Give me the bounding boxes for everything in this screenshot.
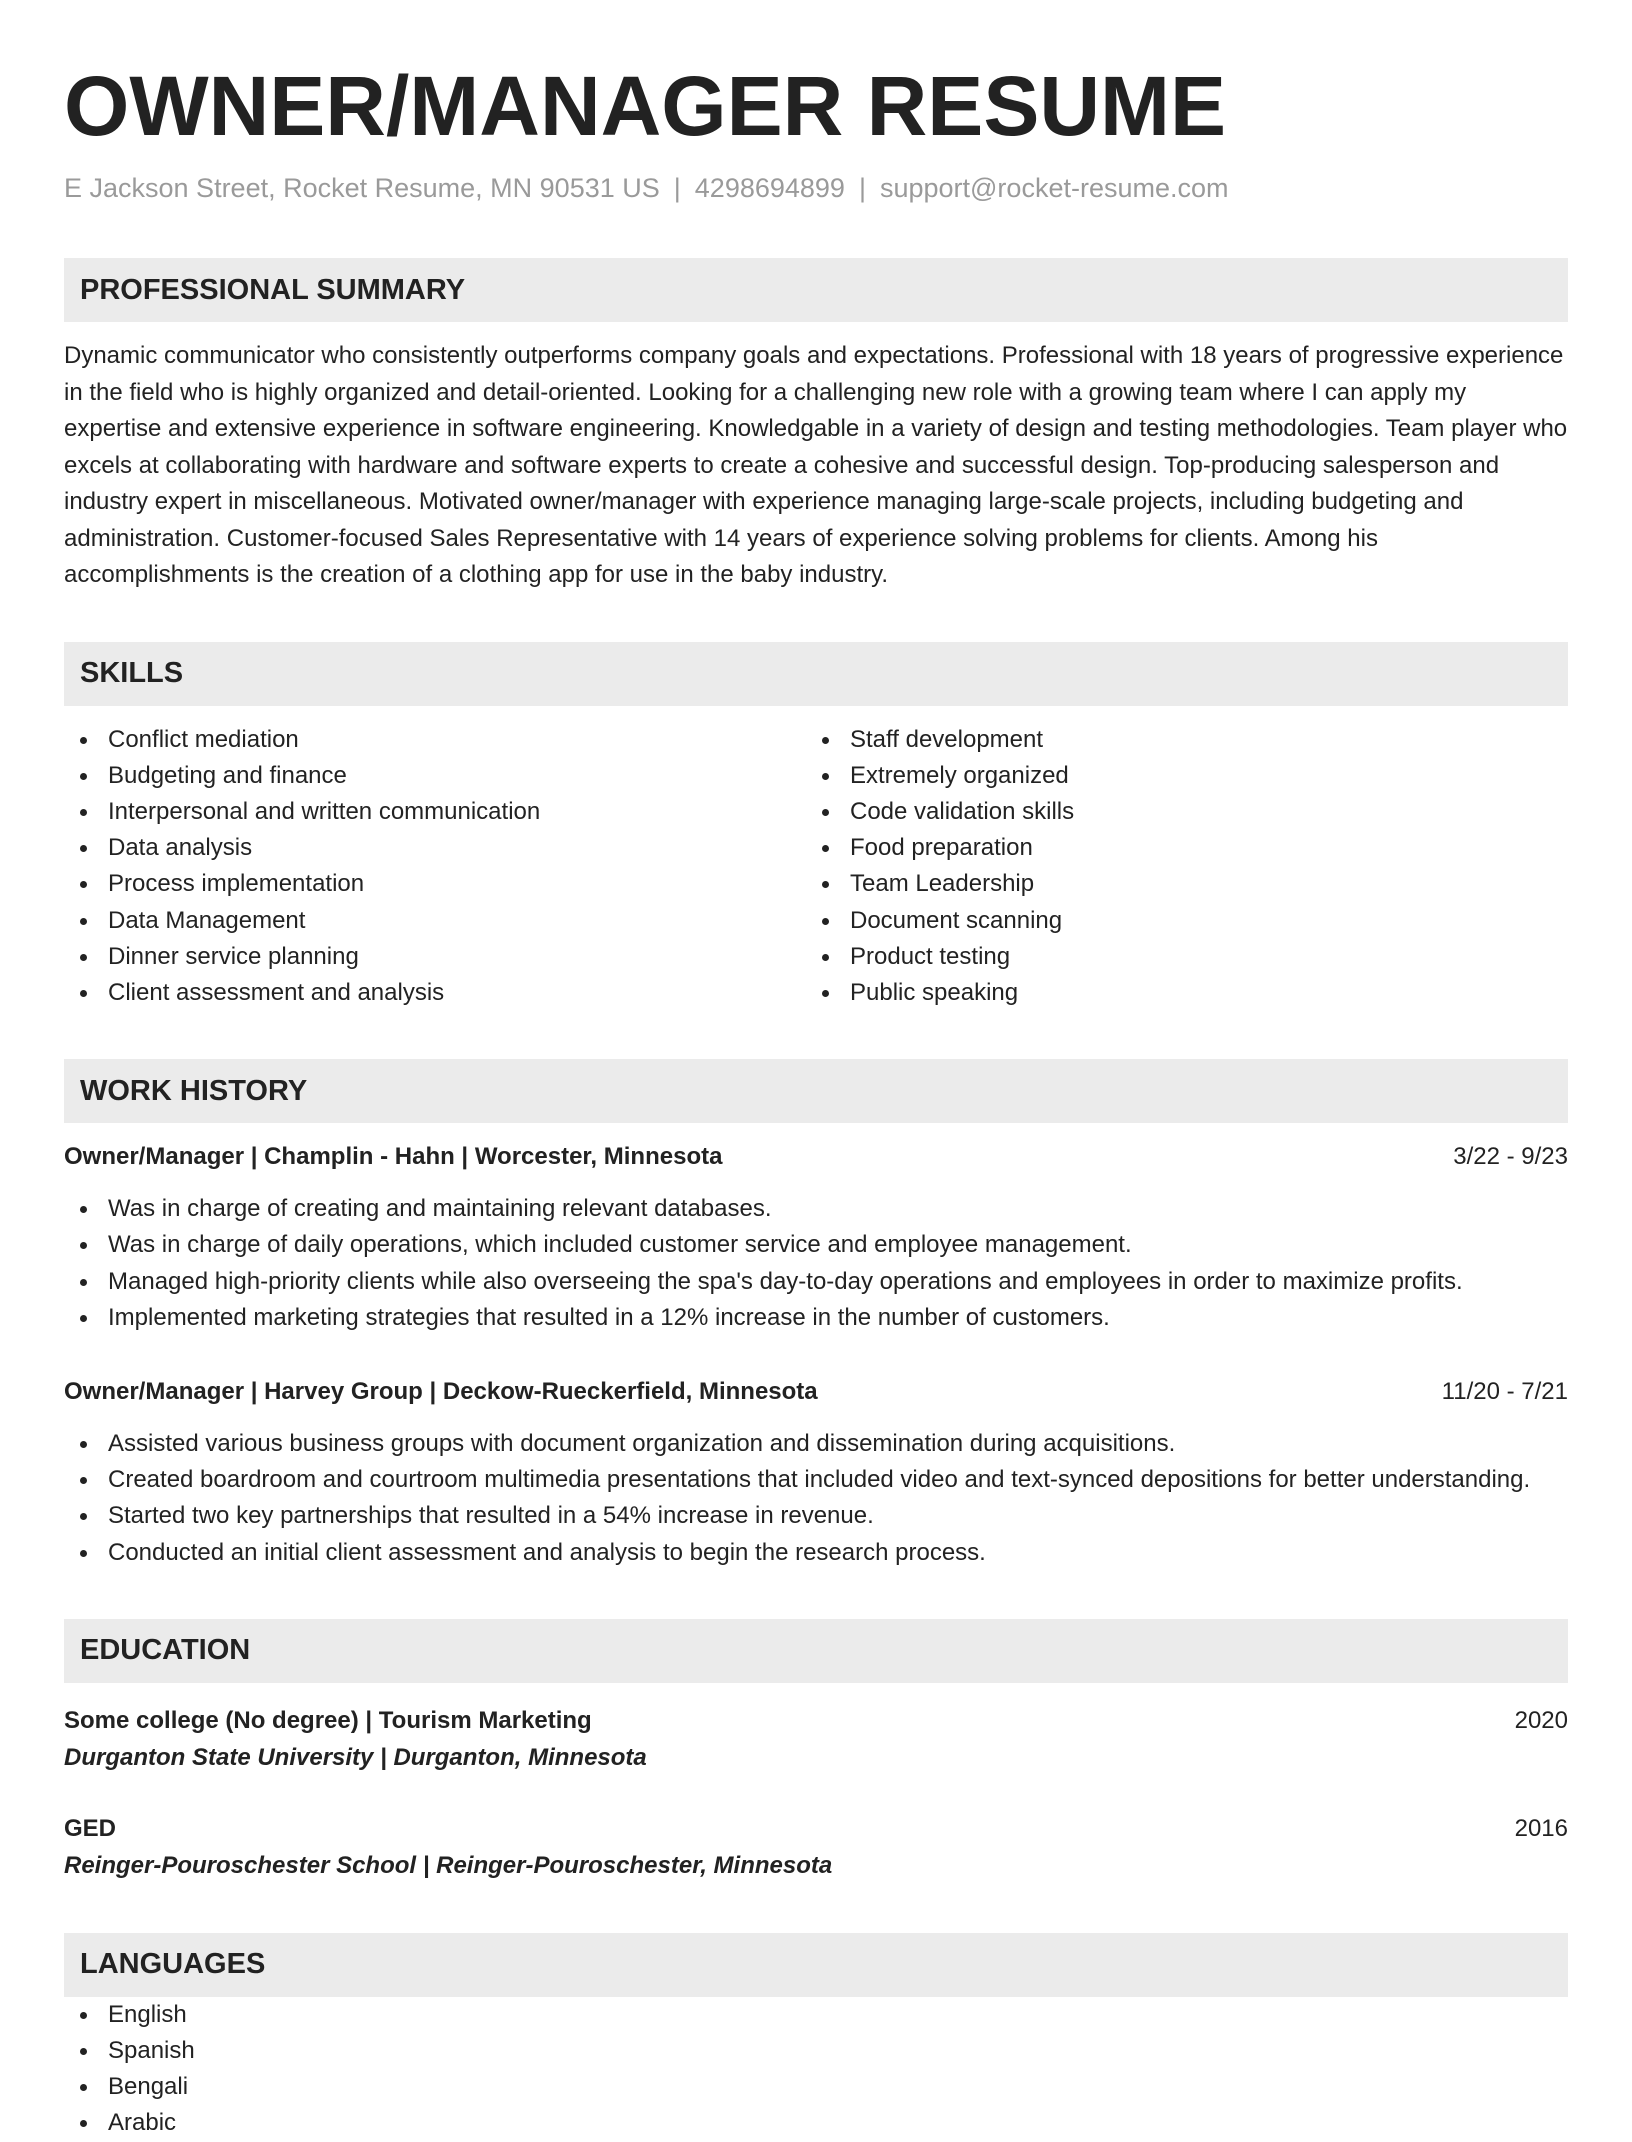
skill-item: Public speaking <box>806 975 1548 1011</box>
job-bullet: Created boardroom and courtroom multimedia presentations that included video and text-synced depositions for better understanding. <box>64 1462 1568 1498</box>
skill-item: Food preparation <box>806 830 1548 866</box>
skills-list-right <box>806 722 1548 1012</box>
skill-item: Data analysis <box>64 830 806 866</box>
education-year: 2016 <box>1514 1814 1568 1842</box>
skill-item: Process implementation <box>64 866 806 902</box>
education-entry <box>64 1703 1568 1777</box>
contact-line <box>64 170 1568 206</box>
section-header-education: EDUCATION <box>64 1619 1568 1683</box>
language-item: Spanish <box>64 2033 1568 2069</box>
job-entry <box>64 1374 1568 1571</box>
skill-item: Client assessment and analysis <box>64 975 806 1011</box>
language-item: Bengali <box>64 2069 1568 2105</box>
job-bullets <box>64 1426 1568 1571</box>
job-entry <box>64 1139 1568 1336</box>
languages-list <box>64 1997 1568 2142</box>
job-bullet: Was in charge of daily operations, which included customer service and employee management. <box>64 1227 1568 1263</box>
education-school: Reinger-Pouroschester School | Reinger-Pouroschester, Minnesota <box>64 1851 833 1879</box>
skill-item: Dinner service planning <box>64 939 806 975</box>
resume-title: OWNER/MANAGER RESUME <box>64 59 1227 153</box>
job-bullet: Managed high-priority clients while also overseeing the spa's day-to-day operations and employees in order to maximize profits. <box>64 1264 1568 1300</box>
section-header-languages: LANGUAGES <box>64 1933 1568 1997</box>
job-bullet: Was in charge of creating and maintaining relevant databases. <box>64 1191 1568 1227</box>
job-title: Owner/Manager | Champlin - Hahn | Worcester, Minnesota <box>64 1143 723 1171</box>
education-degree: GED <box>64 1814 117 1842</box>
contact-phone: 4298694899 <box>694 173 845 203</box>
section-header-skills: SKILLS <box>64 642 1568 706</box>
summary-text: Dynamic communicator who consistently outperforms company goals and expectations. Professional with 18 years of progressive experience in the field who is highly organized and detail-oriented. Looking for a challenging new role with a growing team where I can apply my expertise and extensive experience in software engineering. Knowledgable in a variety of design and testing methodologies. Team player who excels at collaborating with hardware and software experts to create a cohesive and successful design. Top-producing salesperson and industry expert in miscellaneous. Motivated owner/manager with experience managing large-scale projects, including budgeting and administration. Customer-focused Sales Representative with 14 years of experience solving problems for clients. Among his accomplishments is the creation of a clothing app for use in the baby industry. <box>64 342 1568 588</box>
skill-item: Budgeting and finance <box>64 758 806 794</box>
contact-separator: | <box>673 173 681 203</box>
skill-item: Conflict mediation <box>64 722 806 758</box>
skills-list-left <box>64 722 806 1012</box>
education-header <box>64 1703 1568 1739</box>
skill-item: Extremely organized <box>806 758 1548 794</box>
skill-item: Team Leadership <box>806 866 1548 902</box>
skill-item: Data Management <box>64 903 806 939</box>
job-bullets <box>64 1191 1568 1336</box>
job-dates: 3/22 - 9/23 <box>1453 1143 1568 1171</box>
job-title: Owner/Manager | Harvey Group | Deckow-Rueckerfield, Minnesota <box>64 1377 818 1405</box>
job-header <box>64 1374 1568 1410</box>
section-header-work-history: WORK HISTORY <box>64 1059 1568 1123</box>
education-header <box>64 1811 1568 1847</box>
education-entry <box>64 1811 1568 1885</box>
job-bullet: Assisted various business groups with document organization and dissemination during acquisitions. <box>64 1426 1568 1462</box>
section-header-summary: PROFESSIONAL SUMMARY <box>64 258 1568 322</box>
skill-item: Product testing <box>806 939 1548 975</box>
language-item: Arabic <box>64 2105 1568 2141</box>
education-school: Durganton State University | Durganton, Minnesota <box>64 1743 647 1771</box>
job-bullet: Started two key partnerships that resulted in a 54% increase in revenue. <box>64 1498 1568 1534</box>
job-header <box>64 1139 1568 1175</box>
job-bullet: Conducted an initial client assessment and analysis to begin the research process. <box>64 1535 1568 1571</box>
language-item: English <box>64 1997 1568 2033</box>
skill-item: Document scanning <box>806 903 1548 939</box>
education-degree: Some college (No degree) | Tourism Marketing <box>64 1706 592 1734</box>
job-bullet: Implemented marketing strategies that resulted in a 12% increase in the number of customers. <box>64 1300 1568 1336</box>
skill-item: Staff development <box>806 722 1548 758</box>
contact-separator: | <box>858 173 866 203</box>
skills-grid <box>64 722 1568 1012</box>
job-dates: 11/20 - 7/21 <box>1441 1377 1568 1405</box>
education-year: 2020 <box>1514 1706 1568 1734</box>
contact-email: support@rocket-resume.com <box>879 173 1229 203</box>
skill-item: Interpersonal and written communication <box>64 794 806 830</box>
skill-item: Code validation skills <box>806 794 1548 830</box>
contact-address: E Jackson Street, Rocket Resume, MN 90531 US <box>64 173 660 203</box>
